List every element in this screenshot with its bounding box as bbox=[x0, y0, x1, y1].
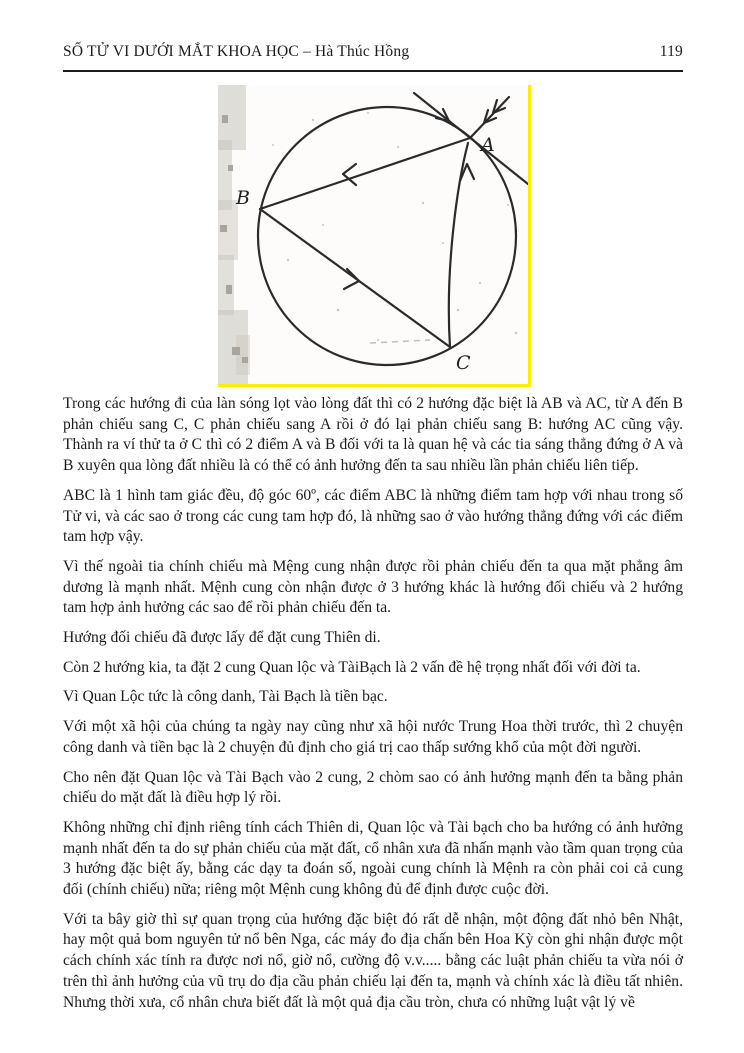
body-text bbox=[63, 394, 683, 1022]
paragraph-7: Với một xã hội của chúng ta ngày nay cũng như xã hội nước Trung Hoa thời trước, thì 2 chuyện công danh và tiền bạc là 2 chuyện đủ định cho giá trị cao thấp sướng khổ của một đời người. bbox=[63, 718, 683, 756]
figure-reflection-circle-diagram bbox=[218, 85, 531, 387]
figure-label-c: C bbox=[456, 352, 471, 374]
chord-ca bbox=[449, 143, 468, 347]
paragraph-5: Còn 2 hướng kia, ta đặt 2 cung Quan lộc và TàiBạch là 2 vấn đề hệ trọng nhất đối với đời ta. bbox=[63, 658, 641, 676]
ray-upper-right-into-a bbox=[471, 97, 509, 137]
paragraph-8: Cho nên đặt Quan lộc và Tài Bạch vào 2 cung, 2 chòm sao có ảnh hưởng mạnh đến ta bằng phản chiếu do mặt đất là điều hợp lý rồi. bbox=[63, 768, 683, 807]
circle-triangle-diagram-svg bbox=[218, 85, 528, 384]
paragraph-6: Vì Quan Lộc tức là công danh, Tài Bạch là tiền bạc. bbox=[63, 688, 388, 706]
paragraph-3: Vì thế ngoài tia chính chiếu mà Mệng cung nhận được rồi phản chiếu đến ta qua mặt phẳng âm dương là mạnh nhất. Mệnh cung còn nhận được ở 3 hướng khác là hướng đối chiếu và 2 hướng tam hợp ảnh hưởng các sao để rồi phản chiếu đến ta. bbox=[63, 557, 683, 617]
figure-label-a: A bbox=[481, 134, 495, 156]
paragraph-4: Hướng đối chiếu đã được lấy để đặt cung Thiên di. bbox=[63, 629, 381, 647]
arrow-toward-b-icon bbox=[343, 164, 356, 185]
paragraph-1: Trong các hướng đi của làn sóng lọt vào lòng đất thì có 2 hướng đặc biệt là AB và AC, từ A đến B phản chiếu sang C, C phản chiếu sang A rồi ở đó lại phản chiếu sang B: hướng AC cũng vậy. Thành ra ví thử ta ở C thì có 2 điểm A và B đối với ta là quan hệ và các tia sáng thẳng đứng ở A và B xuyên qua lòng đất nhiều là có thể có ảnh hưởng đến ta sau nhiều lần phản chiếu liên tiếp. bbox=[63, 395, 683, 475]
scan-smudge-line bbox=[370, 340, 430, 343]
page-title: SỐ TỬ VI DƯỚI MẮT KHOA HỌC – Hà Thúc Hồng bbox=[63, 43, 410, 60]
paragraph-9: Không những chỉ định riêng tính cách Thiên di, Quan lộc và Tài bạch cho ba hướng có ảnh hưởng mạnh nhất đến ta do sự phản chiếu của mặt đất, cổ nhân xưa đã nhấn mạnh vào tầm quan trọng của 3 hướng đặc biệt ấy, bằng các dạy ta đoán số, ngoài cung chính là Mệnh ra còn phải coi cả cung đối (chính chiếu) nữa; riêng một Mệnh cung không đủ để định được cuộc đời. bbox=[63, 818, 683, 899]
paragraph-2: ABC là 1 hình tam giác đều, độ góc 60º, các điểm ABC là những điểm tam hợp với nhau trong số Tử vi, và các sao ở trong các cung tam hợp đó, là những sao ở vào hướng thẳng đứng với các điểm tam hợp vậy. bbox=[63, 486, 683, 546]
scan-noise-band bbox=[218, 85, 250, 384]
paragraph-10: Với ta bây giờ thì sự quan trọng của hướng đặc biệt đó rất dễ nhận, một động đất nhỏ bên Nhật, hay một quả bom nguyên tử nổ bên Nga, các máy đo địa chấn bên Hoa Kỳ còn ghi nhận được một cách chính xác tính ra được nơi nổ, giờ nổ, cường độ v.v..... bằng các luật phản chiếu ta vừa nói ở trên thì ảnh hưởng của vũ trụ do địa cầu phản chiếu lại đến ta, mạnh và chính xác là điều tất nhiên. Nhưng thời xưa, cổ nhân chưa biết đất là một quả địa cầu tròn, chưa có những luật vật lý về bbox=[63, 910, 683, 1011]
page-number: 119 bbox=[659, 43, 683, 60]
header-rule bbox=[63, 70, 683, 72]
figure-label-b: B bbox=[236, 187, 250, 209]
page-header bbox=[63, 43, 683, 61]
